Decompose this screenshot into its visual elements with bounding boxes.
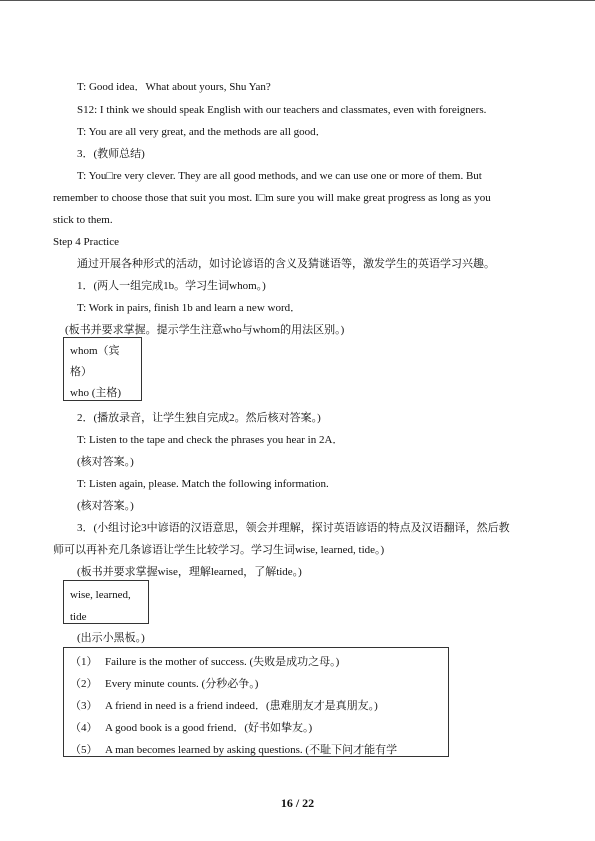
box-line: wise, learned,: [70, 589, 131, 601]
text-line: 师可以再补充几条谚语让学生比较学习。学习生词wise, learned, tide。): [53, 544, 385, 556]
text-line: 3．(教师总结): [77, 148, 145, 160]
proverb-text: A man becomes learned by asking questions. (不耻下问才能有学: [105, 744, 398, 756]
box-line: 格）: [70, 366, 92, 378]
text-line: 3．(小组讨论3中谚语的汉语意思，领会并理解，探讨英语谚语的特点及汉语翻译，然后教: [77, 522, 510, 534]
text-line: (核对答案。): [77, 500, 134, 512]
blackboard-box-wise: [63, 580, 149, 624]
blackboard-box-whom: [63, 337, 142, 401]
text-line: (出示小黑板。): [77, 632, 145, 644]
proverb-board: [63, 647, 449, 757]
box-line: whom（宾: [70, 345, 120, 357]
text-line: T: Work in pairs, finish 1b and learn a new word．: [77, 302, 302, 314]
proverb-number: （4）: [70, 722, 98, 734]
box-line: who (主格): [70, 387, 122, 399]
text-line: T: You□re very clever. They are all good methods, and we can use one or more of them. But: [77, 170, 482, 182]
proverb-text: Every minute counts. (分秒必争。): [105, 678, 259, 690]
text-line: remember to choose those that suit you most. I□m sure you will make great progress as long as you: [53, 192, 491, 204]
proverb-text: A friend in need is a friend indeed．(患难朋友才是真朋友。): [105, 700, 378, 712]
page-number: 16 / 22: [280, 796, 315, 810]
text-line: T: Listen to the tape and check the phrases you hear in 2A．: [77, 434, 344, 446]
page-top-border: [0, 0, 595, 1]
proverb-text: A good book is a good friend．(好书如挚友。): [105, 722, 313, 734]
text-line: stick to them.: [53, 214, 113, 226]
text-line: 2．(播放录音，让学生独自完成2。然后核对答案。): [77, 412, 321, 424]
proverb-number: （3）: [70, 700, 98, 712]
text-line: (核对答案。): [77, 456, 134, 468]
text-line: T: Good idea．What about yours, Shu Yan?: [77, 81, 271, 93]
text-line: S12: I think we should speak English with our teachers and classmates, even with foreigners.: [77, 104, 487, 116]
text-line: 通过开展各种形式的活动，如讨论谚语的含义及猜谜语等，激发学生的英语学习兴趣。: [77, 258, 495, 270]
text-line: 1．(两人一组完成1b。学习生词whom。): [77, 280, 266, 292]
step-heading: Step 4 Practice: [53, 236, 119, 248]
text-line: (板书并要求掌握。提示学生注意who与whom的用法区别。): [65, 324, 345, 336]
proverb-number: （1）: [70, 656, 98, 668]
proverb-text: Failure is the mother of success. (失败是成功之母。): [105, 656, 340, 668]
text-line: T: You are all very great, and the methods are all good．: [77, 126, 327, 138]
proverb-number: （2）: [70, 678, 98, 690]
text-line: (板书并要求掌握wise，理解learned，了解tide。): [77, 566, 302, 578]
proverb-number: （5）: [70, 744, 98, 756]
text-line: T: Listen again, please. Match the following information.: [77, 478, 329, 490]
box-line: tide: [70, 611, 87, 623]
